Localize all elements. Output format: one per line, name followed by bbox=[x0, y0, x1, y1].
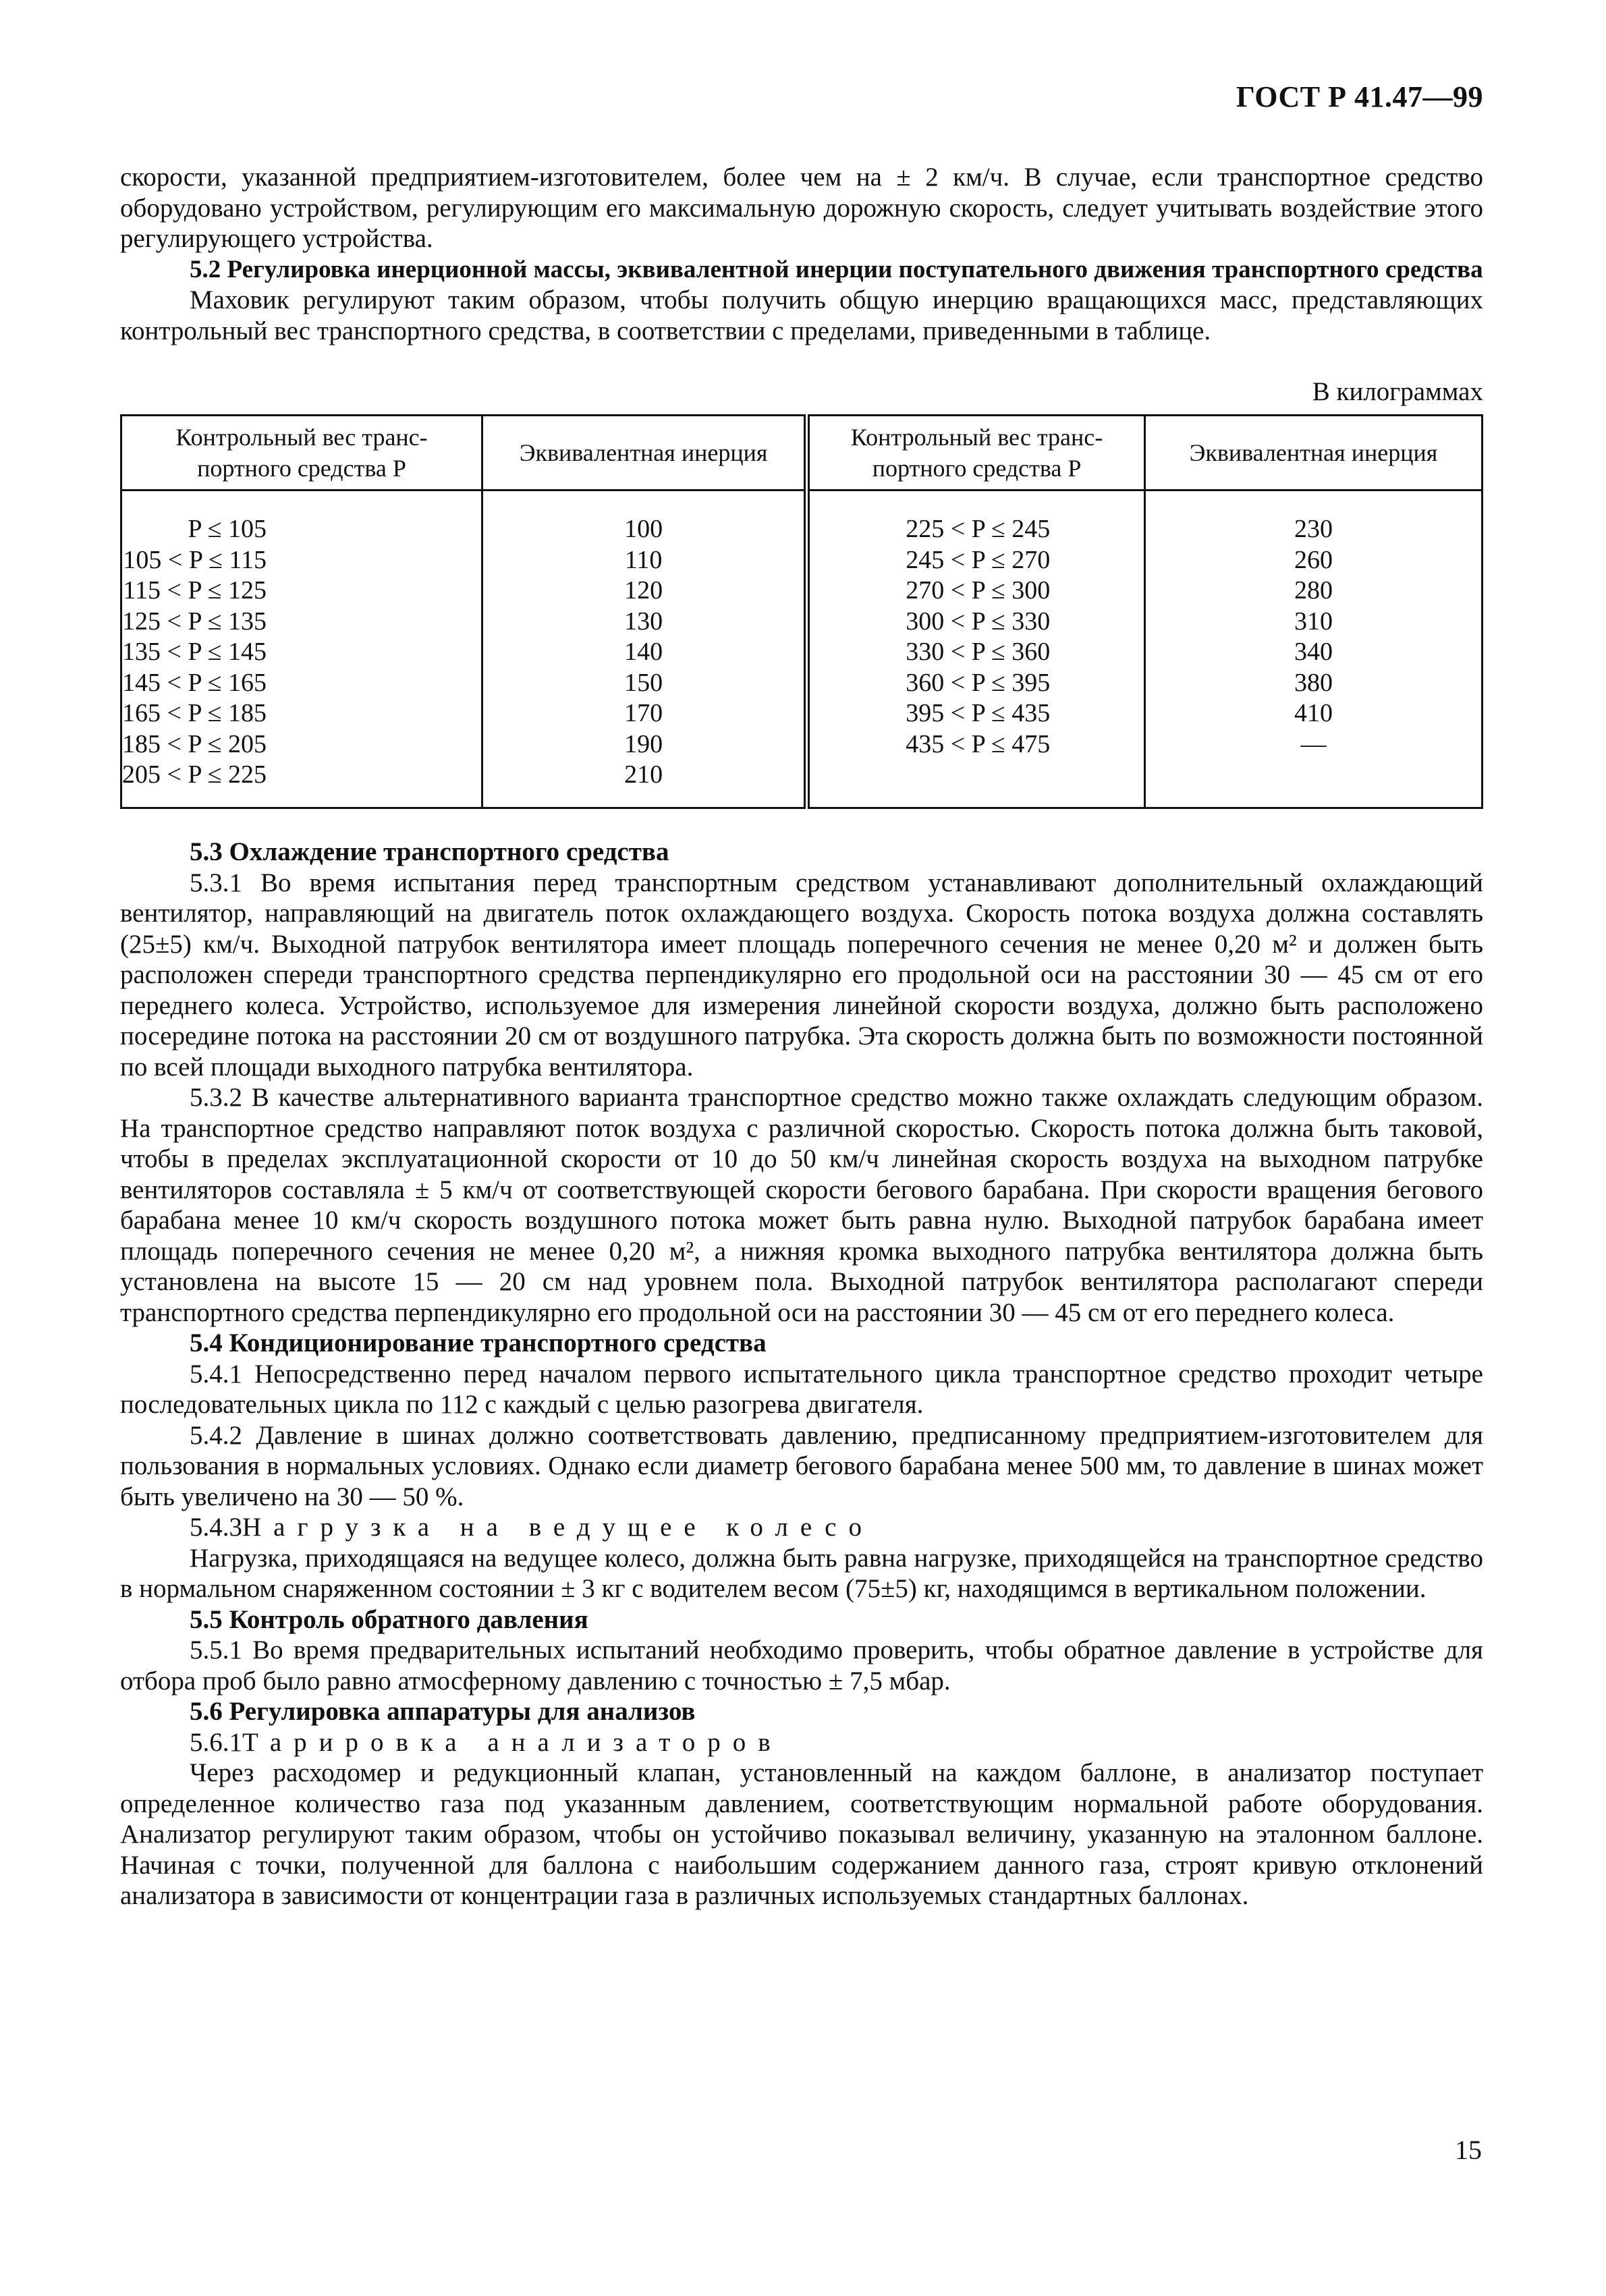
table-body-row bbox=[121, 491, 1483, 808]
table-cell: 190 bbox=[624, 729, 663, 758]
table-cell: 245 < P ≤ 270 bbox=[906, 545, 1051, 574]
table-cell: 395 < P ≤ 435 bbox=[906, 699, 1051, 727]
table-cell: 150 bbox=[624, 668, 663, 697]
table-cell: 100 bbox=[624, 515, 663, 543]
section-5-6-1-heading bbox=[120, 1727, 1483, 1758]
section-5-4-1: 5.4.1 Непосредственно перед началом первого испытательного цикла транспортное средство проходит четыре последовательных цикла по 112 с каждый с целью разогрева двигателя. bbox=[120, 1359, 1483, 1419]
table-cell: 185 < P ≤ 205 bbox=[122, 729, 267, 758]
table-cell: 170 bbox=[624, 699, 663, 727]
section-5-6-1-number: 5.6.1 bbox=[190, 1727, 242, 1757]
table-header-row bbox=[121, 416, 1483, 491]
section-5-2-title: 5.2 Регулировка инерционной массы, эквивалентной инерции поступательного движения транспортного средства bbox=[190, 255, 1483, 283]
table-cell: 115 < P ≤ 125 bbox=[123, 576, 267, 605]
section-5-4-3-number: 5.4.3 bbox=[190, 1513, 242, 1542]
table-cell: 435 < P ≤ 475 bbox=[906, 729, 1051, 758]
table-cell: 300 < P ≤ 330 bbox=[906, 607, 1051, 636]
table-cell: 225 < P ≤ 245 bbox=[906, 515, 1051, 543]
table-cell: 360 < P ≤ 395 bbox=[906, 668, 1051, 697]
table-cell: 270 < P ≤ 300 bbox=[906, 576, 1051, 605]
table-cell: 210 bbox=[624, 760, 663, 789]
col-weight-ranges-1 bbox=[121, 491, 482, 808]
document-header: ГОСТ Р 41.47—99 bbox=[1236, 80, 1483, 113]
col-weight-ranges-2 bbox=[807, 491, 1145, 808]
table-cell: 110 bbox=[624, 545, 663, 574]
table-cell: 280 bbox=[1294, 576, 1333, 605]
table-cell: 140 bbox=[624, 638, 663, 666]
table-cell: 310 bbox=[1294, 607, 1333, 636]
body-text bbox=[120, 837, 1483, 1911]
intro-block bbox=[120, 162, 1483, 346]
table-cell: 130 bbox=[624, 607, 663, 636]
header-inertia-1: Эквивалентная инерция bbox=[482, 416, 807, 491]
table-cell: 205 < P ≤ 225 bbox=[122, 760, 267, 789]
table-cell: P ≤ 105 bbox=[188, 515, 267, 543]
intro-paragraph: скорости, указанной предприятием-изготовителем, более чем на ± 2 км/ч. В случае, если транспортное средство оборудовано устройством, регулирующим его максимальную дорожную скорость, следует учитывать воздействие этого регулирующего устройства. bbox=[120, 163, 1483, 253]
section-5-3-1: 5.3.1 Во время испытания перед транспортным средством устанавливают дополнительный охлаждающий вентилятор, направляющий на двигатель поток охлаждающего воздуха. Скорость потока воздуха должна составлять (25±5) км/ч. Выходной патрубок вентилятора имеет площадь поперечного сечения не менее 0,20 м² и должен быть расположен спереди транспортного средства перпендикулярно его продольной оси на расстоянии 30 — 45 см от его переднего колеса. Устройство, используемое для измерения линейной скорости воздуха, должно быть расположено посередине потока на расстоянии 20 см от воздушного патрубка. Эта скорость должна быть по возможности постоянной по всей площади выходного патрубка вентилятора. bbox=[120, 868, 1483, 1082]
section-5-4-3-heading bbox=[120, 1512, 1483, 1543]
header-inertia-2: Эквивалентная инерция bbox=[1144, 416, 1482, 491]
table-cell: 340 bbox=[1294, 638, 1333, 666]
table-cell: 380 bbox=[1294, 668, 1333, 697]
table-cell: 260 bbox=[1294, 545, 1333, 574]
section-5-3-title: 5.3 Охлаждение транспортного средства bbox=[190, 837, 669, 866]
table-cell: 120 bbox=[624, 576, 663, 605]
table-cell: 330 < P ≤ 360 bbox=[906, 638, 1051, 666]
table-cell: 135 < P ≤ 145 bbox=[122, 638, 267, 666]
section-5-6-1-text: Через расходомер и редукционный клапан, установленный на каждом баллоне, в анализатор поступает определенное количество газа под указанным давлением, соответствующим нормальной работе оборудования. Анализатор регулируют таким образом, чтобы он устойчиво показывал величину, указанную на эталонном баллоне. Начиная с точки, полученной для баллона с наибольшим содержанием данного газа, строят кривую отклонений анализатора в зависимости от концентрации газа в различных используемых стандартных баллонах. bbox=[120, 1758, 1483, 1910]
inertia-table bbox=[120, 414, 1483, 809]
section-5-6-1-title: Тарировка анализаторов bbox=[242, 1727, 783, 1757]
table-cell: 165 < P ≤ 185 bbox=[122, 699, 267, 727]
section-5-4-3-title: Нагрузка на ведущее колесо bbox=[242, 1513, 874, 1542]
table-unit-label: В килограммах bbox=[1312, 377, 1483, 406]
header-weight-2: Контрольный вес транс- портного средства P bbox=[807, 416, 1145, 491]
section-5-4-2: 5.4.2 Давление в шинах должно соответствовать давлению, предписанному предприятием-изготовителем для пользования в нормальных условиях. Однако если диаметр бегового барабана менее 500 мм, то давление в шинах может быть увеличено на 30 — 50 %. bbox=[120, 1420, 1483, 1511]
col-inertia-1 bbox=[482, 491, 807, 808]
section-5-5-title: 5.5 Контроль обратного давления bbox=[190, 1604, 588, 1634]
table-cell: 105 < P ≤ 115 bbox=[123, 545, 267, 574]
table-cell: 230 bbox=[1294, 515, 1333, 543]
page-number: 15 bbox=[1455, 2135, 1482, 2165]
table-cell: 410 bbox=[1294, 699, 1333, 727]
section-5-3-2: 5.3.2 В качестве альтернативного варианта транспортное средство можно также охлаждать следующим образом. На транспортное средство направляют поток воздуха с различной скоростью. Скорость потока должна быть таковой, чтобы в пределах эксплуатационной скорости от 10 до 50 км/ч линейная скорость воздуха на выходном патрубке вентиляторов составляла ± 5 км/ч от соответствующей скорости бегового барабана. При скорости вращения бегового барабана менее 10 км/ч скорость воздушного потока может быть равна нулю. Выходной патрубок барабана имеет площадь поперечного сечения не менее 0,20 м², а нижняя кромка выходного патрубка вентилятора должна быть установлена на высоте 15 — 20 см над уровнем пола. Выходной патрубок вентилятора располагают спереди транспортного средства перпендикулярно его продольной оси на расстоянии 30 — 45 см от его переднего колеса. bbox=[120, 1083, 1483, 1327]
col-inertia-2 bbox=[1144, 491, 1482, 808]
section-5-4-3-text: Нагрузка, приходящаяся на ведущее колесо, должна быть равна нагрузке, приходящейся на транспортное средство в нормальном снаряженном состоянии ± 3 кг с водителем весом (75±5) кг, находящимся в вертикальном положении. bbox=[120, 1543, 1483, 1603]
section-5-4-title: 5.4 Кондиционирование транспортного средства bbox=[190, 1328, 767, 1357]
table-cell: 125 < P ≤ 135 bbox=[122, 607, 267, 636]
table-cell: — bbox=[1300, 729, 1327, 758]
section-5-5-1: 5.5.1 Во время предварительных испытаний необходимо проверить, чтобы обратное давление в устройстве для отбора проб было равно атмосферному давлению с точностью ± 7,5 мбар. bbox=[120, 1635, 1483, 1696]
header-weight-1: Контрольный вес транс- портного средства P bbox=[121, 416, 482, 491]
section-5-2-text: Маховик регулируют таким образом, чтобы получить общую инерцию вращающихся масс, представляющих контрольный вес транспортного средства, в соответствии с пределами, приведенными в таблице. bbox=[120, 285, 1483, 345]
section-5-6-title: 5.6 Регулировка аппаратуры для анализов bbox=[190, 1697, 696, 1726]
table-cell: 145 < P ≤ 165 bbox=[122, 668, 267, 697]
